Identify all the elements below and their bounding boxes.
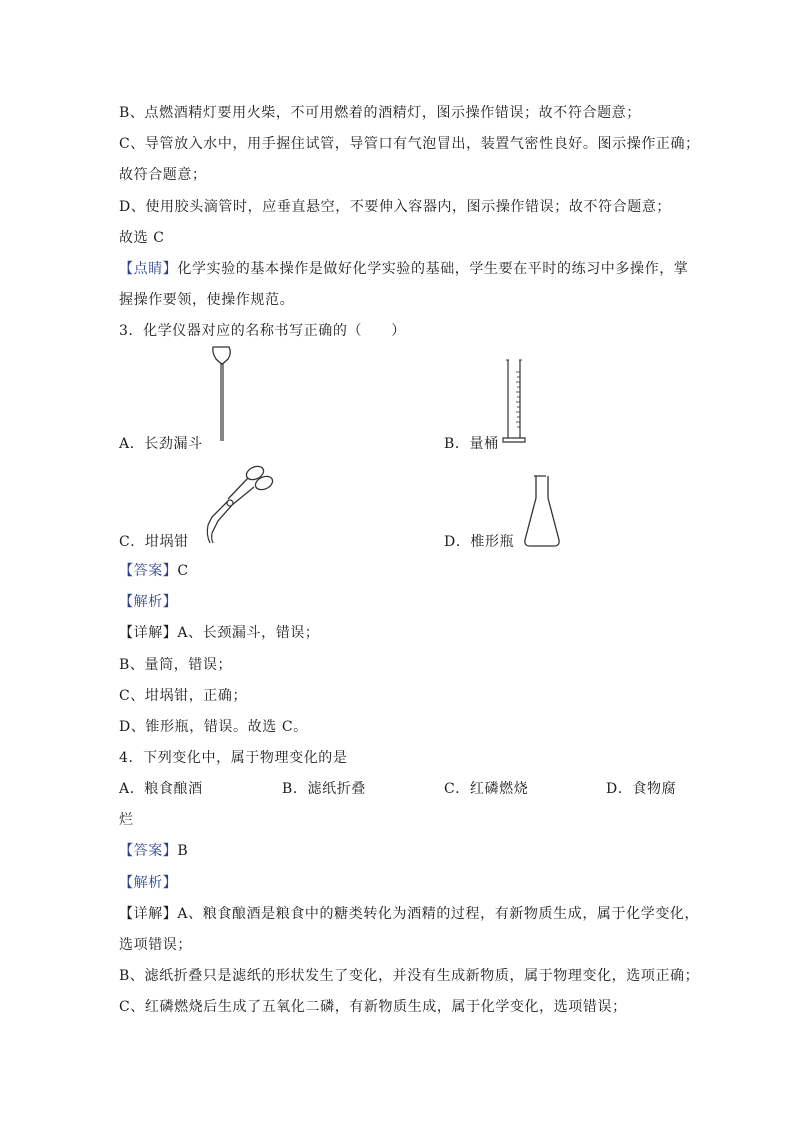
q3-option-b: B．量桶 — [444, 436, 499, 452]
q4-detail-a-cont: 选项错误； — [119, 937, 192, 953]
q3-detail-d: D、锥形瓶，错误。故选 C。 — [119, 719, 308, 735]
graduated-cylinder-figure — [500, 358, 530, 444]
q3-detail-a-text: A、长颈漏斗，错误； — [177, 625, 320, 641]
q3-detail-tag: 【详解】 — [119, 625, 178, 641]
q4-option-a: A．粮食酿酒 — [119, 781, 203, 797]
q4-option-d: D．食物腐 — [606, 781, 677, 797]
tip-text: 化学实验的基本操作是做好化学实验的基础，学生要在平时的练习中多操作，掌 — [177, 261, 689, 277]
q4-analysis-tag: 【解析】 — [119, 875, 178, 891]
q3-detail-a — [119, 623, 320, 643]
text-line-choice: 故选 C — [119, 230, 165, 246]
q4-option-d-cont: 烂 — [119, 812, 134, 828]
question-3-stem: 3．化学仪器对应的名称书写正确的（ ） — [119, 323, 406, 339]
q4-answer — [119, 841, 188, 861]
q4-analysis — [119, 873, 177, 893]
q3-analysis — [119, 592, 177, 612]
funnel-figure — [205, 345, 239, 445]
q3-option-a: A．长劲漏斗 — [119, 436, 203, 452]
tip-tag: 【点睛】 — [119, 261, 178, 277]
q4-detail-a-text: A、粮食酿酒是粮食中的糖类转化为酒精的过程，有新物质生成，属于化学变化， — [177, 906, 700, 922]
q3-detail-c: C、坩埚钳，正确； — [119, 688, 248, 704]
q3-analysis-tag: 【解析】 — [119, 594, 178, 610]
conical-flask-figure — [522, 474, 562, 550]
text-line-c-part1: C、导管放入水中，用手握住试管，导管口有气泡冒出，装置气密性良好 — [119, 136, 583, 152]
text-line-c-cont: 故符合题意； — [119, 167, 207, 183]
q4-answer-tag: 【答案】 — [119, 843, 178, 859]
q4-detail-tag: 【详解】 — [119, 906, 178, 922]
q3-answer-tag: 【答案】 — [119, 563, 178, 579]
q4-answer-value: B — [177, 843, 189, 859]
q4-detail-b: B、滤纸折叠只是滤纸的形状发生了变化，并没有生成新物质，属于物理变化，选项正确； — [119, 968, 700, 984]
q4-option-c: C．红磷燃烧 — [444, 781, 529, 797]
crucible-tongs-figure — [198, 463, 278, 547]
question-4-stem: 4．下列变化中，属于物理变化的是 — [119, 750, 348, 766]
text-line-c — [119, 134, 700, 154]
text-line-d: D、使用胶头滴管时，应垂直悬空，不要伸入容器内，图示操作错误；故不符合题意； — [119, 199, 672, 215]
q4-option-b: B．滤纸折叠 — [282, 781, 366, 797]
text-line-c-part2: 。图示操作正确； — [582, 136, 700, 152]
text-line-tip — [119, 259, 688, 279]
q3-answer-value: C — [177, 563, 189, 579]
text-line-tip-cont: 握操作要领，使操作规范。 — [119, 292, 295, 308]
q3-option-c: C．坩埚钳 — [119, 534, 189, 550]
q3-option-d: D．椎形瓶 — [444, 534, 515, 550]
q3-answer — [119, 561, 189, 581]
q4-detail-a — [119, 904, 699, 924]
q4-detail-c: C、红磷燃烧后生成了五氧化二磷，有新物质生成，属于化学变化，选项错误； — [119, 999, 627, 1015]
q3-detail-b: B、量筒，错误； — [119, 657, 233, 673]
text-line-b: B、点燃酒精灯要用火柴，不可用燃着的酒精灯，图示操作错误；故不符合题意； — [119, 105, 641, 121]
